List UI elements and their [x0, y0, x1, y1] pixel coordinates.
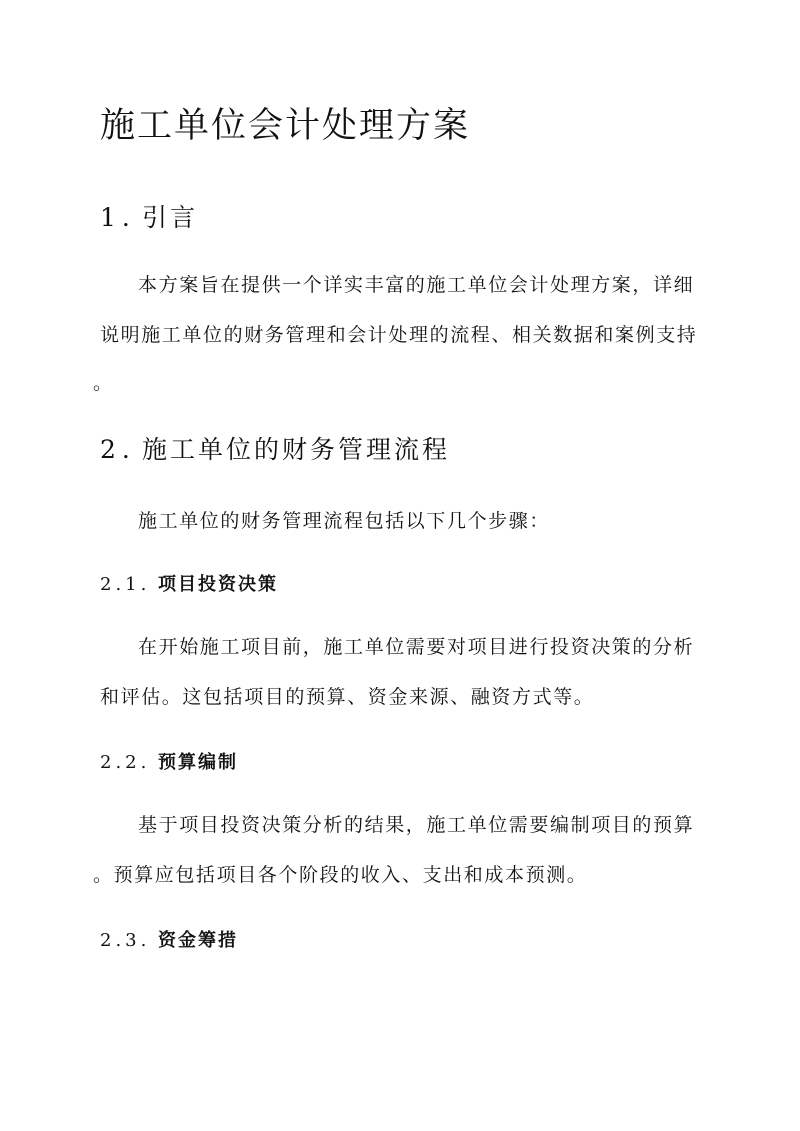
subsection-number: 2.2. [100, 752, 151, 773]
section-heading-introduction [100, 198, 198, 234]
section-title: 引言 [142, 203, 199, 232]
paragraph-line: 和评估。这包括项目的预算、资金来源、融资方式等。 [100, 686, 595, 708]
subsection-heading-investment-decision [100, 570, 278, 596]
paragraph-line: 施工单位的财务管理流程包括以下几个步骤： [138, 510, 551, 532]
subsection-number: 2.1. [100, 574, 151, 595]
subsection-title: 项目投资决策 [158, 574, 278, 595]
document-title: 施工单位会计处理方案 [100, 106, 471, 146]
paragraph-line: 基于项目投资决策分析的结果，施工单位需要编制项目的预算 [138, 814, 695, 836]
paragraph-line: 本方案旨在提供一个详实丰富的施工单位会计处理方案，详细 [138, 274, 695, 296]
section-title: 施工单位的财务管理流程 [142, 435, 451, 464]
paragraph-line: 。预算应包括项目各个阶段的收入、支出和成本预测。 [93, 864, 588, 886]
subsection-title: 资金筹措 [158, 930, 238, 951]
paragraph-line: 。 [93, 372, 114, 394]
subsection-heading-budgeting [100, 748, 238, 774]
subsection-title: 预算编制 [158, 752, 238, 773]
paragraph-line: 在开始施工项目前，施工单位需要对项目进行投资决策的分析 [138, 636, 695, 658]
paragraph-line: 说明施工单位的财务管理和会计处理的流程、相关数据和案例支持 [100, 324, 698, 346]
subsection-heading-fund-raising [100, 926, 238, 952]
section-number: 1. [100, 203, 136, 232]
section-heading-financial-process [100, 430, 450, 466]
section-number: 2. [100, 435, 136, 464]
subsection-number: 2.3. [100, 930, 151, 951]
